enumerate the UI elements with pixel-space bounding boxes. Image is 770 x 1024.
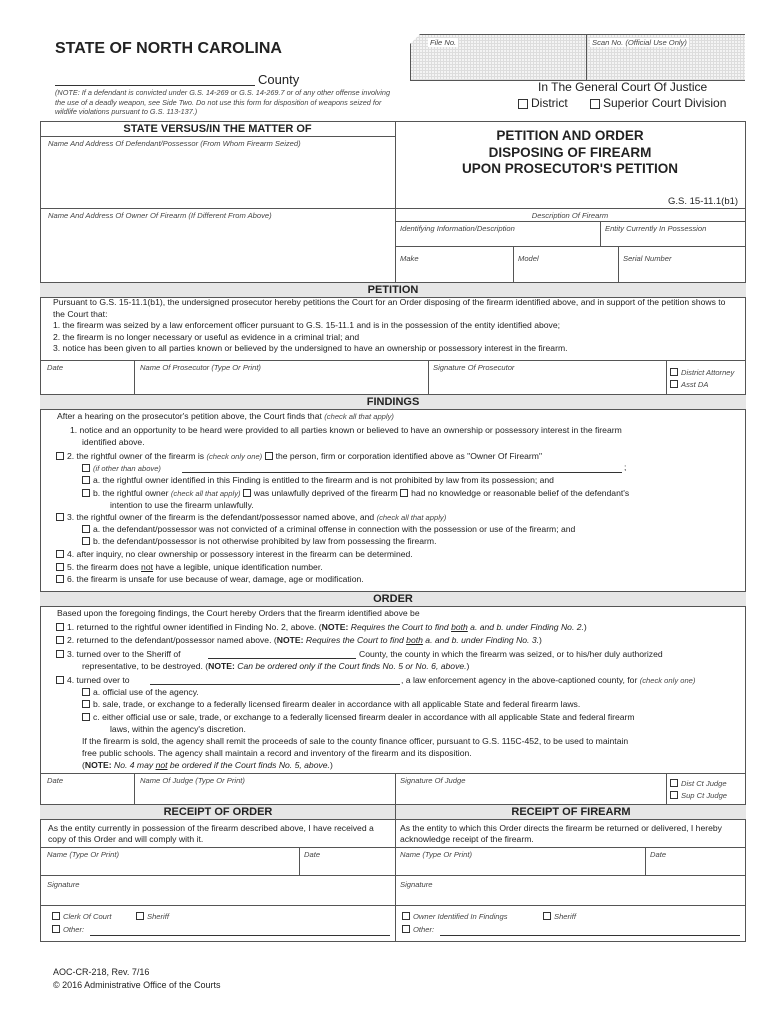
findings-intro: After a hearing on the prosecutor's petition above, the Court finds that (check all that apply) <box>57 411 394 421</box>
finding-1: 1. notice and an opportunity to be heard were provided to all parties known or believed to have an ownership or possessory interest in the firearm <box>70 425 622 435</box>
rf-sheriff-checkbox[interactable] <box>543 912 551 920</box>
form-title: PETITION AND ORDER DISPOSING OF FIREARM UPON PROSECUTOR'S PETITION <box>462 128 678 176</box>
order-4b-checkbox[interactable] <box>82 700 90 708</box>
order-3: 3. turned over to the Sheriff of <box>56 649 181 659</box>
order-4a: a. official use of the agency. <box>82 687 199 697</box>
owner-checkbox[interactable] <box>402 912 410 920</box>
ada-checkbox[interactable] <box>670 380 678 388</box>
order-3-checkbox[interactable] <box>56 650 64 658</box>
defendant-label: Name And Address Of Defendant/Possessor (From Whom Firearm Seized) <box>48 139 301 148</box>
agency-input[interactable] <box>150 684 400 685</box>
sup-judge-checkbox[interactable] <box>670 791 678 799</box>
order-date-label: Date <box>47 776 64 785</box>
ro-other-checkbox[interactable] <box>52 925 60 933</box>
finding-2b-opt2-checkbox[interactable] <box>400 489 408 497</box>
finding-3-checkbox[interactable] <box>56 513 64 521</box>
finding-2: 2. the rightful owner of the firearm is (check only one) the person, firm or corporation identified above as "Owner Of Firearm" <box>56 451 542 461</box>
identifying-label: Identifying Information/Description <box>400 224 515 233</box>
district-checkbox[interactable] <box>518 99 528 109</box>
district-option[interactable]: District <box>518 96 568 110</box>
county-label: County <box>258 72 300 87</box>
ro-other-option[interactable]: Other: <box>52 925 84 934</box>
versus-title: STATE VERSUS/IN THE MATTER OF <box>123 123 312 135</box>
finding-5-checkbox[interactable] <box>56 563 64 571</box>
owner-field[interactable] <box>40 222 395 282</box>
finding-2-person-checkbox[interactable] <box>265 452 273 460</box>
order-intro: Based upon the foregoing findings, the Court hereby Orders that the firearm identified above be <box>57 608 420 618</box>
finding-3b: b. the defendant/possessor is not otherwise prohibited by law from possessing the firearm. <box>82 536 436 546</box>
finding-2-checkbox[interactable] <box>56 452 64 460</box>
finding-3a-checkbox[interactable] <box>82 525 90 533</box>
order-4b: b. sale, trade, or exchange to a federally licensed firearm dealer in accordance with all applicable State and federal firearm laws. <box>82 699 580 709</box>
finding-2b: b. the rightful owner (check all that apply) was unlawfully deprived of the firearm had no knowledge or reasonable belief of the defendant's <box>82 488 629 498</box>
finding-5: 5. the firearm does not have a legible, unique identification number. <box>56 562 323 572</box>
finding-4: 4. after inquiry, no clear ownership or possessory interest in the firearm can be determined. <box>56 549 413 559</box>
dist-judge-checkbox[interactable] <box>670 779 678 787</box>
order-4c: c. either official use or sale, trade, or exchange to a federally licensed firearm dealer in accordance with all applicable State and federal firearm <box>82 712 635 722</box>
model-label: Model <box>518 254 539 263</box>
order-1-checkbox[interactable] <box>56 623 64 631</box>
sheriff-county-input[interactable] <box>208 658 356 659</box>
rf-other-checkbox[interactable] <box>402 925 410 933</box>
file-no-label: File No. <box>430 38 457 47</box>
owner-option[interactable]: Owner Identified In Findings <box>402 912 508 921</box>
judge-sig-label: Signature Of Judge <box>400 776 466 785</box>
superior-option[interactable]: Superior Court Division <box>590 96 726 110</box>
scan-no-label: Scan No. (Official Use Only) <box>592 38 687 47</box>
da-option[interactable]: District Attorney <box>670 368 734 377</box>
finding-2-other-input[interactable] <box>182 472 622 473</box>
order-4a-checkbox[interactable] <box>82 688 90 696</box>
rf-date-label: Date <box>650 850 667 859</box>
clerk-checkbox[interactable] <box>52 912 60 920</box>
county-note: (NOTE: If a defendant is convicted under G.S. 14-269 or G.S. 14-269.7 or of any other offense involving the use of a deadly weapon, see Side Two. Do not use this form for disposition of weapons seized for wildlife violations pursuant to G.S. 113-137.) <box>55 88 391 116</box>
finding-2b-opt1-checkbox[interactable] <box>243 489 251 497</box>
receipt-firearm-text: As the entity to which this Order directs the firearm be returned or delivered, I hereby acknowledge receipt of the firearm. <box>400 823 722 844</box>
finding-2-other-checkbox[interactable] <box>82 464 90 472</box>
order-2: 2. returned to the defendant/possessor named above. (NOTE: Requires the Court to find both a. and b. under Finding No. 3.) <box>56 635 542 645</box>
ro-date-label: Date <box>304 850 321 859</box>
finding-6-checkbox[interactable] <box>56 575 64 583</box>
receipt-firearm-header: RECEIPT OF FIREARM <box>395 804 746 820</box>
petition-header: PETITION <box>40 282 746 298</box>
receipt-order-header: RECEIPT OF ORDER <box>40 804 396 820</box>
defendant-field[interactable] <box>40 150 395 208</box>
receipt-order-text: As the entity currently in possession of the firearm described above, I have received a copy of this Order and will comply with it. <box>48 823 374 844</box>
findings-header: FINDINGS <box>40 394 746 410</box>
rf-sheriff-option[interactable]: Sheriff <box>543 912 576 921</box>
finding-3b-checkbox[interactable] <box>82 537 90 545</box>
ro-name-label: Name (Type Or Print) <box>47 850 120 859</box>
serial-label: Serial Number <box>623 254 672 263</box>
order-4-sold: If the firearm is sold, the agency shall remit the proceeds of sale to the county finance officer, pursuant to G.S. 115C-452, to be used to maintain <box>82 736 629 746</box>
finding-3: 3. the rightful owner of the firearm is the defendant/possessor named above, and (check all that apply) <box>56 512 446 522</box>
finding-2-other: (if other than above) <box>82 463 161 473</box>
dist-judge-option[interactable]: Dist Ct Judge <box>670 779 727 788</box>
ro-sig-label: Signature <box>47 880 80 889</box>
description-label: Description Of Firearm <box>531 211 609 220</box>
judge-name-label: Name Of Judge (Type Or Print) <box>140 776 245 785</box>
rf-other-option[interactable]: Other: <box>402 925 434 934</box>
finding-2b-checkbox[interactable] <box>82 489 90 497</box>
order-2-checkbox[interactable] <box>56 636 64 644</box>
order-1: 1. returned to the rightful owner identified in Finding No. 2, above. (NOTE: Requires the Court to find both a. and b. under Finding No. 2.) <box>56 622 587 632</box>
finding-2a-checkbox[interactable] <box>82 476 90 484</box>
da-checkbox[interactable] <box>670 368 678 376</box>
petition-date-label: Date <box>47 363 64 372</box>
superior-checkbox[interactable] <box>590 99 600 109</box>
ada-option[interactable]: Asst DA <box>670 380 708 389</box>
order-3-note: representative, to be destroyed. (NOTE: Can be ordered only if the Court finds No. 5 or No. 6, above.) <box>82 661 470 671</box>
make-label: Make <box>400 254 419 263</box>
ro-sheriff-option[interactable]: Sheriff <box>136 912 169 921</box>
county-input[interactable] <box>55 85 255 86</box>
petition-text: Pursuant to G.S. 15-11.1(b1), the undersigned prosecutor hereby petitions the Court for an Order disposing of the firearm identified above, and in support of the petition shows to the Court that: 1. the firearm was seized by a law enforcement officer pursuant to G.S. 15-11.1 and is in the possession of the entity identified above; 2. the firearm is no longer necessary or useful as evidence in a criminal trial; and 3. notice has been given to all parties known or believed by the undersigned to have an ownership or possessory interest in the firearm. <box>53 297 726 353</box>
state-title: STATE OF NORTH CAROLINA <box>55 40 282 57</box>
ro-sheriff-checkbox[interactable] <box>136 912 144 920</box>
finding-6: 6. the firearm is unsafe for use because of wear, damage, age or modification. <box>56 574 364 584</box>
order-4c-checkbox[interactable] <box>82 713 90 721</box>
finding-3a: a. the defendant/possessor was not convicted of a criminal offense in connection with the possession or use of the firearm; and <box>82 524 575 534</box>
entity-label: Entity Currently In Possession <box>605 224 707 233</box>
prosecutor-name-label: Name Of Prosecutor (Type Or Print) <box>140 363 261 372</box>
ro-other-input[interactable] <box>90 935 390 936</box>
form-page: File No. Scan No. (Official Use Only) STATE OF NORTH CAROLINA County (NOTE: If a defendant is convicted under G.S. 14-269 or G.S. 14-269.7 or of any other offense involving the use of a deadly weapon, see Side Two. Do not use this form for disposition of weapons seized for wildlife violations pursuant to G.S. 113-137.) In The General Court Of Justice District Superior Court Division STATE VERSUS/IN THE MATTER OF Name And Address Of Defendant/Possessor (From Whom Firearm Seized) PETITION AND ORDER DISPOSING OF FIREARM UPON PROSECUTOR'S PETITION G.S. 15-11.1(b1) Name And Address Of Owner Of Firearm (If Different From Above) Description Of Firearm Identifying Information/Description Entity Currently In Possession Make Model Serial Number PETITION Pursuant to G.S. 15-11.1(b1), the undersigned prosecutor hereby petitions the Court for an Order disposing of the firearm identified above, and in support of the petition shows to the Court that: 1. the firearm was seized by a law enforcement officer pursuant to G.S. 15-11.1 and is in the possession of the entity identified above; 2. the firearm is no longer necessary or useful as evidence in a criminal trial; and 3. notice has been given to all parties known or believed by the undersigned to have an ownership or possessory interest in the firearm. Date Name Of Prosecutor (Type Or Print) Signature Of Prosecutor District Attorney Asst DA FINDINGS After a hearing on the prosecutor's petition above, the Court finds that (check all that apply) 1. notice and an opportunity to be heard were provided to all parties known or believed to have an ownership or possessory interest in the firearm identified above. 2. the rightful owner of the firearm is (check only one) the person, firm or corporation identified above as "Owner Of Firearm" (if other than above) ; a. the rightful owner identified in this Finding is entitled to the firearm and is not prohibited by law from its possession; and b. the rightful owner (check all that apply) was unlawfully deprived of the firearm had no knowledge or reasonable belief of the defendant's intention to use the firearm unlawfully. 3. the rightful owner of the firearm is the defendant/possessor named above, and (check all that apply) a. the defendant/possessor was not convicted of a criminal offense in connection with the possession or use of the firearm; and b. the defendant/possessor is not otherwise prohibited by law from possessing the firearm. 4. after inquiry, no clear ownership or possessory interest in the firearm can be determined. 5. the firearm does not have a legible, unique identification number. 6. the firearm is unsafe for use because of wear, damage, age or modification. ORDER Based upon the foregoing findings, the Court hereby Orders that the firearm identified above be 1. returned to the rightful owner identified in Finding No. 2, above. (NOTE: Requires the Court to find both a. and b. under Finding No. 2.) 2. returned to the defendant/possessor named above. (NOTE: Requires the Court to find both a. and b. under Finding No. 3.) 3. turned over to the Sheriff of County, the county in which the firearm was seized, or to his/her duly authorized representative, to be destroyed. (NOTE: Can be ordered only if the Court finds No. 5 or No. 6, above.) 4. turned over to , a law enforcement agency in the above-captioned county, for (check only one) a. official use of the agency. b. sale, trade, or exchange to a federally licensed firearm dealer in accordance with all applicable State and federal firearm laws. c. either official use or sale, trade, or exchange to a federally licensed firearm dealer in accordance with all applicable State and federal firearm laws, within the agency's discretion. If the firearm is sold, the agency shall remit the proceeds of sale to the county finance officer, pursuant to G.S. 115C-452, to be used to maintain free public schools. The agency shall maintain a record and inventory of the firearm and its disposition. (NOTE: No. 4 may not be ordered if the Court finds No. 5, above.) Date Name Of Judge (Type Or Print) Signature Of Judge Dist Ct Judge Sup Ct Judge RECEIPT OF ORDER RECEIPT OF FIREARM As the entity currently in possession of the firearm described above, I have received a copy of this Order and will comply with it. As the entity to which this Order directs the firearm be returned or delivered, I hereby acknowledge receipt of the firearm. Name (Type Or Print) Date Name (Type Or Print) Date Signature Signature Clerk Of Court Sheriff Other: Owner Identified In Findings Sheriff Other: AOC-CR-218, Rev. 7/16 © 2016 Administrative Office of the Courts <box>0 0 770 1024</box>
finding-2a: a. the rightful owner identified in this Finding is entitled to the firearm and is not prohibited by law from its possession; and <box>82 475 554 485</box>
rf-name-label: Name (Type Or Print) <box>400 850 473 859</box>
court-name: In The General Court Of Justice <box>538 80 708 94</box>
order-4-checkbox[interactable] <box>56 676 64 684</box>
copyright: © 2016 Administrative Office of the Courts <box>53 980 221 990</box>
order-header: ORDER <box>40 591 746 607</box>
sup-judge-option[interactable]: Sup Ct Judge <box>670 791 727 800</box>
rf-other-input[interactable] <box>440 935 740 936</box>
finding-4-checkbox[interactable] <box>56 550 64 558</box>
owner-label: Name And Address Of Owner Of Firearm (If Different From Above) <box>48 211 272 220</box>
header-hatch <box>410 34 745 80</box>
gs-citation: G.S. 15-11.1(b1) <box>668 196 739 207</box>
rf-sig-label: Signature <box>400 880 433 889</box>
form-number: AOC-CR-218, Rev. 7/16 <box>53 967 150 977</box>
clerk-option[interactable]: Clerk Of Court <box>52 912 112 921</box>
order-4-note: (NOTE: No. 4 may not be ordered if the Court finds No. 5, above.) <box>82 760 333 770</box>
prosecutor-sig-label: Signature Of Prosecutor <box>433 363 515 372</box>
order-4: 4. turned over to <box>56 675 130 685</box>
